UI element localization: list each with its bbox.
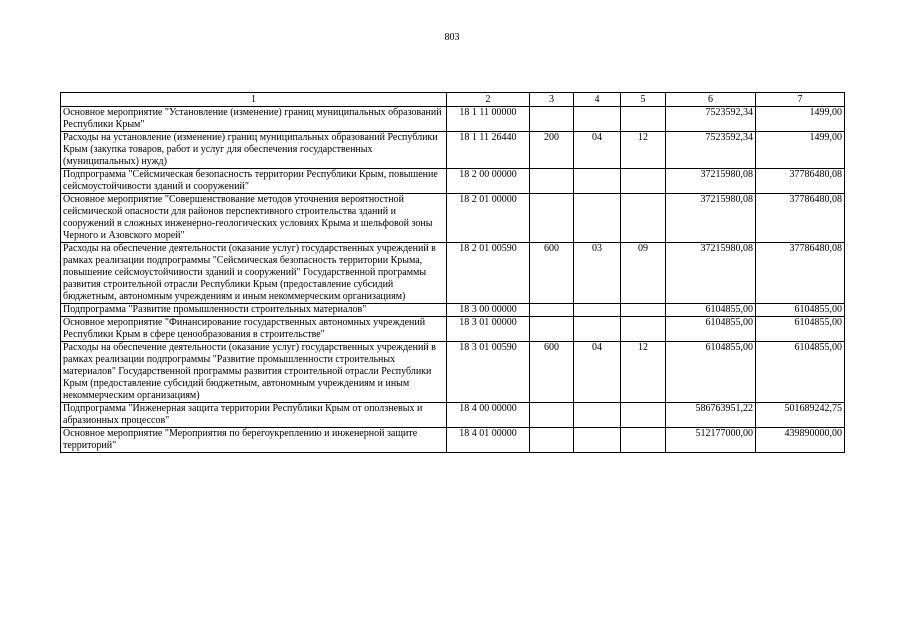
cell-amount-year-2: 1499,00 bbox=[756, 132, 845, 169]
cell-subsection bbox=[621, 317, 666, 342]
table-body bbox=[61, 93, 845, 453]
cell-amount-year-2: 37786480,08 bbox=[756, 243, 845, 304]
cell-section: 03 bbox=[574, 243, 621, 304]
cell-subsection bbox=[621, 403, 666, 428]
table-row bbox=[61, 107, 845, 132]
cell-section: 04 bbox=[574, 342, 621, 403]
cell-subsection bbox=[621, 428, 666, 453]
cell-subsection bbox=[621, 304, 666, 317]
cell-expense-type: 600 bbox=[530, 342, 574, 403]
cell-expense-type bbox=[530, 194, 574, 243]
cell-subsection: 12 bbox=[621, 132, 666, 169]
cell-target-article-code: 18 2 01 00000 bbox=[447, 194, 530, 243]
cell-expense-type: 600 bbox=[530, 243, 574, 304]
cell-amount-year-1: 512177000,00 bbox=[666, 428, 756, 453]
cell-section bbox=[574, 107, 621, 132]
cell-section bbox=[574, 428, 621, 453]
header-cell: 4 bbox=[574, 93, 621, 107]
cell-name: Основное мероприятие "Мероприятия по берегоукреплению и инженерной защите территорий" bbox=[61, 428, 447, 453]
table-row bbox=[61, 304, 845, 317]
cell-amount-year-2: 6104855,00 bbox=[756, 304, 845, 317]
cell-name: Основное мероприятие "Установление (изменение) границ муниципальных образований Республики Крым" bbox=[61, 107, 447, 132]
cell-amount-year-1: 586763951,22 bbox=[666, 403, 756, 428]
cell-expense-type bbox=[530, 169, 574, 194]
cell-name: Расходы на обеспечение деятельности (оказание услуг) государственных учреждений в рамках реализации подпрограммы "Развитие промышленности строительных материалов" Государственной программы развития строительной отрасли Республики Крым (предоставление субсидий бюджетным, автономным учреждениям и иным некоммерческим организациям) bbox=[61, 342, 447, 403]
cell-target-article-code: 18 1 11 26440 bbox=[447, 132, 530, 169]
table-row bbox=[61, 403, 845, 428]
cell-expense-type bbox=[530, 428, 574, 453]
cell-target-article-code: 18 2 00 00000 bbox=[447, 169, 530, 194]
cell-name: Подпрограмма "Развитие промышленности строительных материалов" bbox=[61, 304, 447, 317]
cell-amount-year-1: 37215980,08 bbox=[666, 243, 756, 304]
cell-name: Подпрограмма "Сейсмическая безопасность территории Республики Крым, повышение сейсмоустойчивости зданий и сооружений" bbox=[61, 169, 447, 194]
cell-target-article-code: 18 3 00 00000 bbox=[447, 304, 530, 317]
cell-target-article-code: 18 4 01 00000 bbox=[447, 428, 530, 453]
cell-section: 04 bbox=[574, 132, 621, 169]
page-number: 803 bbox=[444, 32, 460, 43]
cell-amount-year-1: 6104855,00 bbox=[666, 317, 756, 342]
cell-amount-year-1: 7523592,34 bbox=[666, 107, 756, 132]
header-cell: 6 bbox=[666, 93, 756, 107]
cell-name: Расходы на установление (изменение) границ муниципальных образований Республики Крым (закупка товаров, работ и услуг для обеспечения государственных (муниципальных) нужд) bbox=[61, 132, 447, 169]
cell-target-article-code: 18 3 01 00590 bbox=[447, 342, 530, 403]
cell-amount-year-2: 501689242,75 bbox=[756, 403, 845, 428]
cell-expense-type bbox=[530, 403, 574, 428]
table-row bbox=[61, 132, 845, 169]
cell-amount-year-2: 439890000,00 bbox=[756, 428, 845, 453]
cell-target-article-code: 18 3 01 00000 bbox=[447, 317, 530, 342]
cell-target-article-code: 18 1 11 00000 bbox=[447, 107, 530, 132]
cell-section bbox=[574, 169, 621, 194]
cell-subsection bbox=[621, 107, 666, 132]
table-header-row bbox=[61, 93, 845, 107]
table-row bbox=[61, 169, 845, 194]
cell-amount-year-1: 6104855,00 bbox=[666, 342, 756, 403]
cell-amount-year-2: 37786480,08 bbox=[756, 169, 845, 194]
cell-expense-type bbox=[530, 107, 574, 132]
cell-amount-year-2: 6104855,00 bbox=[756, 342, 845, 403]
cell-name: Подпрограмма "Инженерная защита территории Республики Крым от оползневых и абразионных процессов" bbox=[61, 403, 447, 428]
cell-amount-year-1: 7523592,34 bbox=[666, 132, 756, 169]
cell-name: Расходы на обеспечение деятельности (оказание услуг) государственных учреждений в рамках реализации подпрограммы "Сейсмическая безопасность территории Крыма, повышение сейсмоустойчивости зданий и сооружений" Государственной программы развития строительной отрасли Республики Крым (предоставление субсидий бюджетным, автономным учреждениям и иным некоммерческим организациям) bbox=[61, 243, 447, 304]
cell-name: Основное мероприятие "Совершенствование методов уточнения вероятностной сейсмической опасности для районов перспективного строительства зданий и сооружений в сложных инженерно-геологических условиях Крыма и шельфовой зоны Черного и Азовского морей" bbox=[61, 194, 447, 243]
cell-amount-year-1: 6104855,00 bbox=[666, 304, 756, 317]
header-cell: 5 bbox=[621, 93, 666, 107]
cell-target-article-code: 18 2 01 00590 bbox=[447, 243, 530, 304]
table-row bbox=[61, 243, 845, 304]
header-cell: 3 bbox=[530, 93, 574, 107]
header-cell: 2 bbox=[447, 93, 530, 107]
header-cell: 7 bbox=[756, 93, 845, 107]
cell-amount-year-2: 1499,00 bbox=[756, 107, 845, 132]
cell-section bbox=[574, 403, 621, 428]
header-cell: 1 bbox=[61, 93, 447, 107]
cell-subsection bbox=[621, 194, 666, 243]
cell-subsection bbox=[621, 169, 666, 194]
cell-name: Основное мероприятие "Финансирование государственных автономных учреждений Республики Крым в сфере ценообразования в строительстве" bbox=[61, 317, 447, 342]
table-row bbox=[61, 317, 845, 342]
cell-section bbox=[574, 304, 621, 317]
cell-expense-type: 200 bbox=[530, 132, 574, 169]
cell-amount-year-1: 37215980,08 bbox=[666, 194, 756, 243]
cell-subsection: 12 bbox=[621, 342, 666, 403]
budget-table bbox=[60, 92, 845, 453]
cell-expense-type bbox=[530, 304, 574, 317]
table-row bbox=[61, 194, 845, 243]
cell-target-article-code: 18 4 00 00000 bbox=[447, 403, 530, 428]
cell-expense-type bbox=[530, 317, 574, 342]
cell-subsection: 09 bbox=[621, 243, 666, 304]
table-row bbox=[61, 428, 845, 453]
cell-amount-year-2: 6104855,00 bbox=[756, 317, 845, 342]
cell-amount-year-1: 37215980,08 bbox=[666, 169, 756, 194]
table-row bbox=[61, 342, 845, 403]
cell-section bbox=[574, 317, 621, 342]
cell-amount-year-2: 37786480,08 bbox=[756, 194, 845, 243]
cell-section bbox=[574, 194, 621, 243]
